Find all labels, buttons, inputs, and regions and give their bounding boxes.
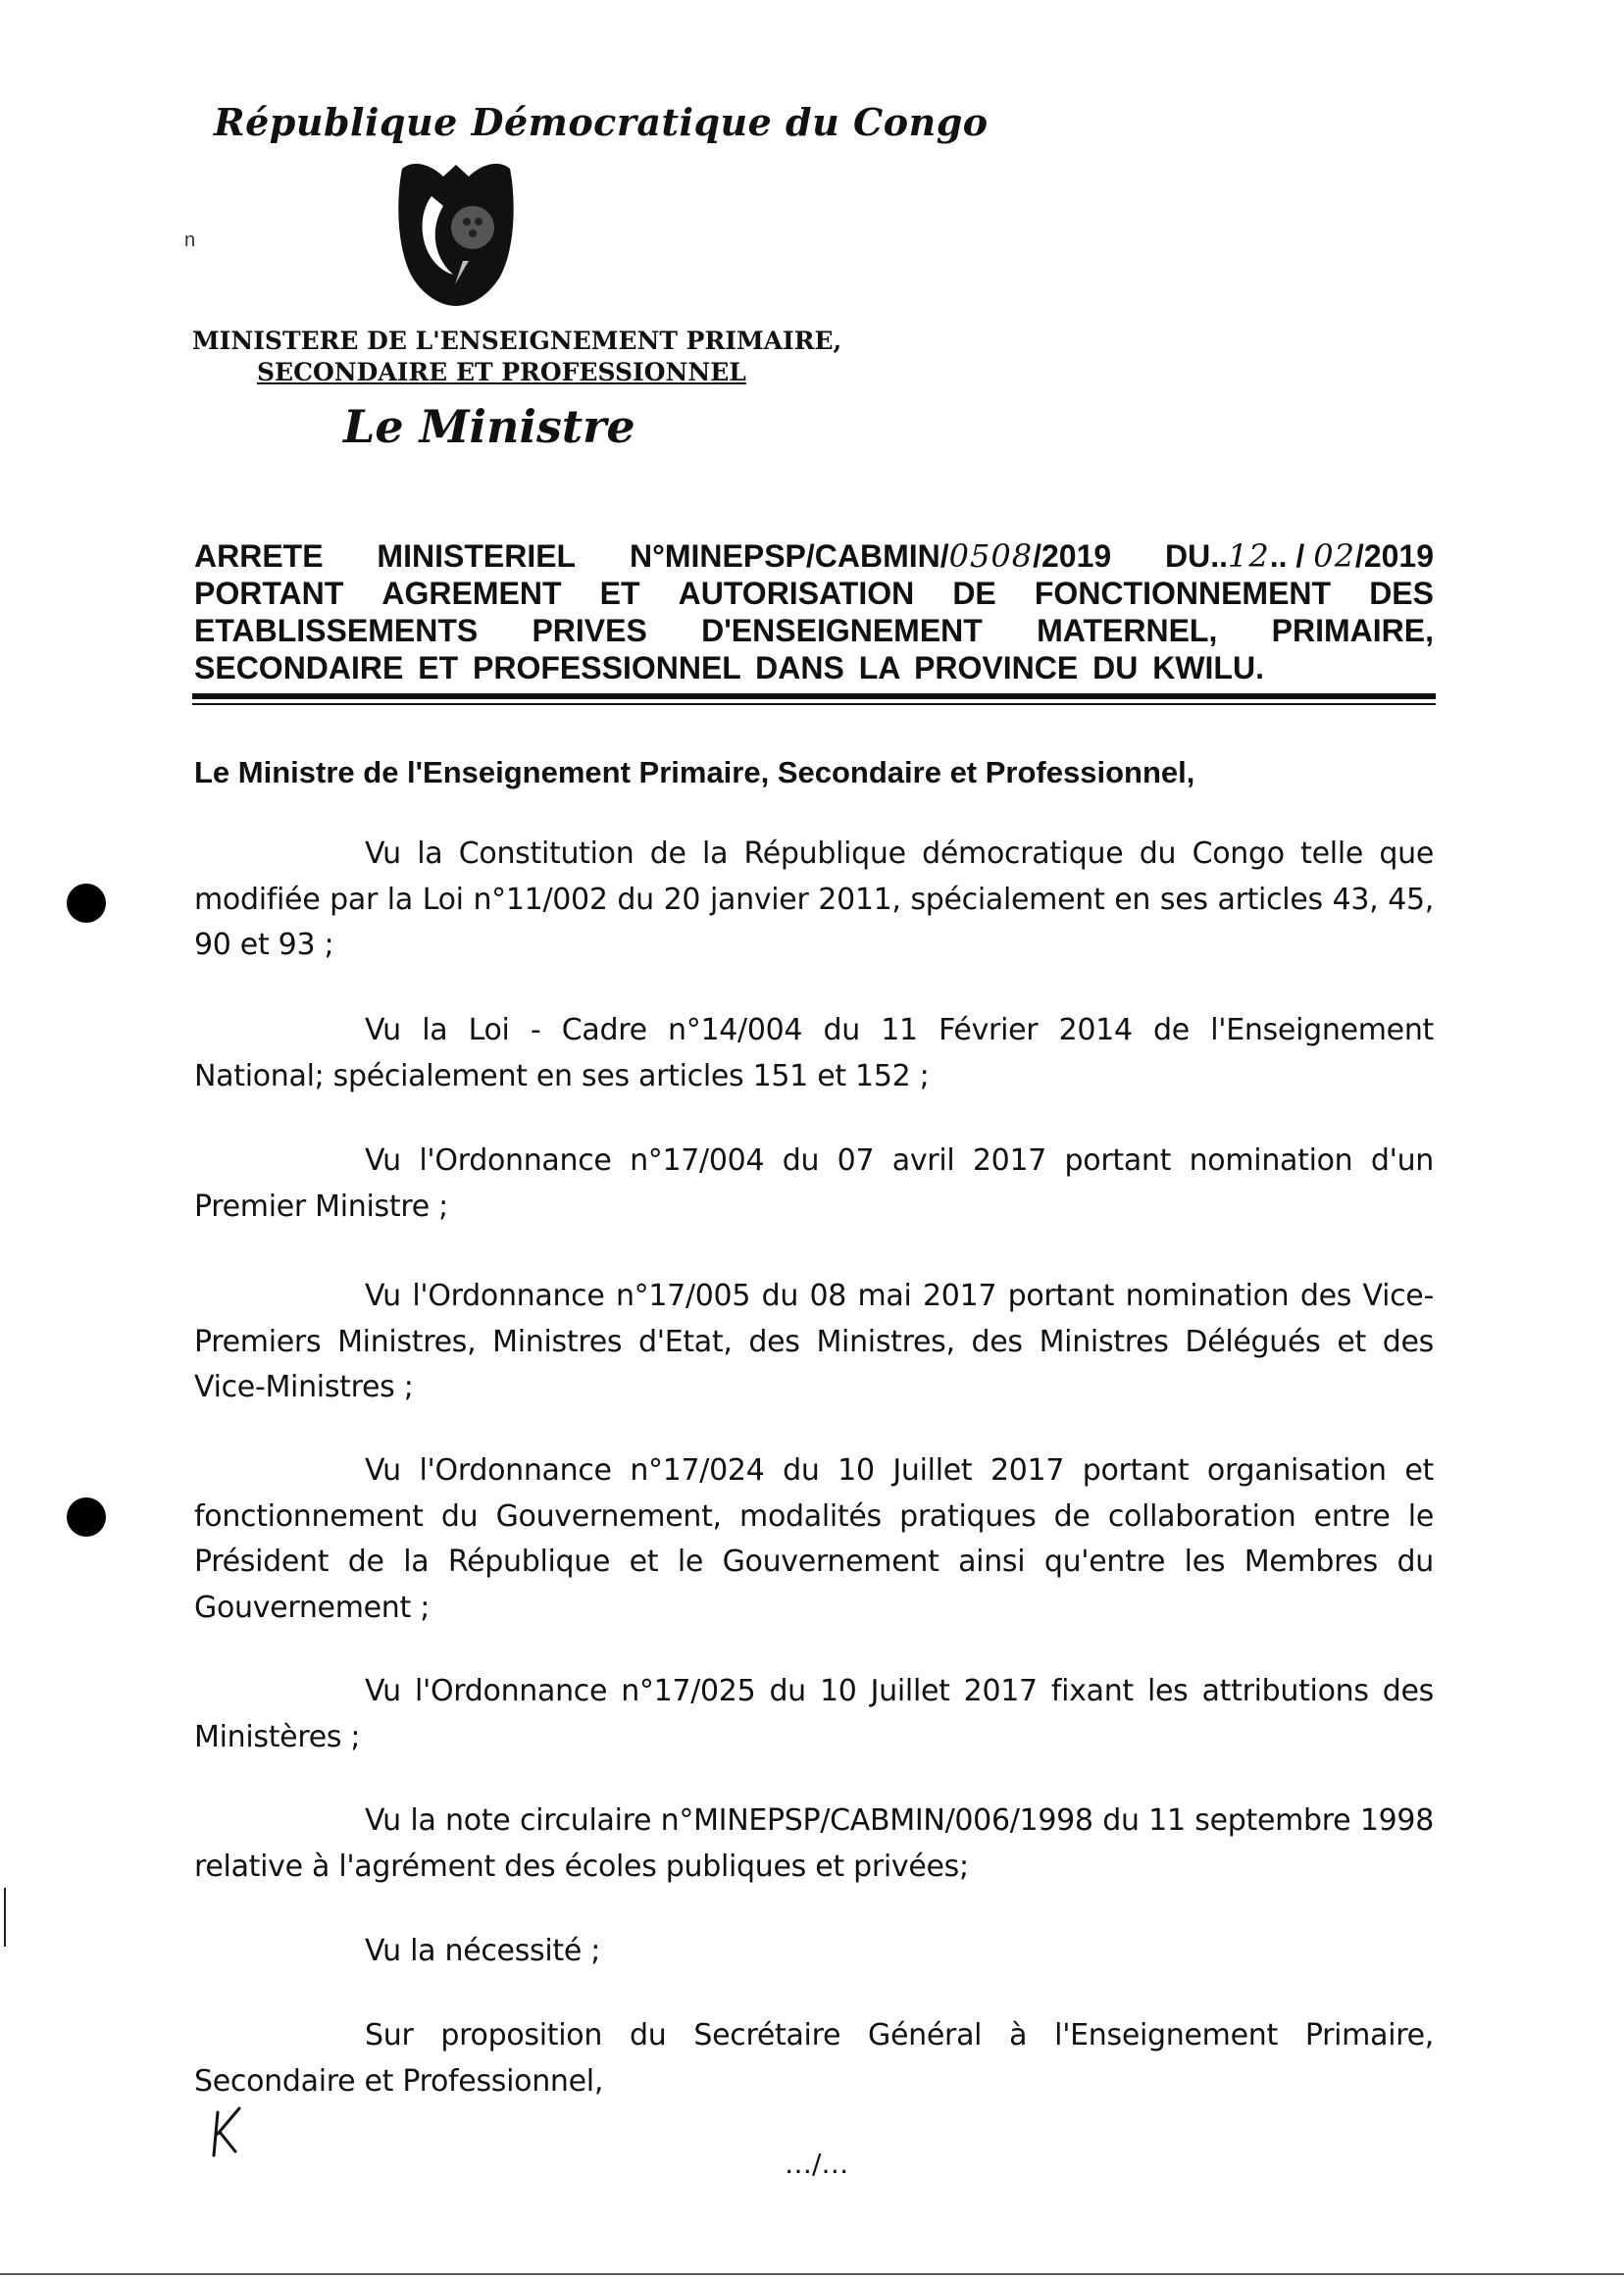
minister-heading: Le Ministre de l'Enseignement Primaire, Secondaire et Professionnel, — [194, 755, 1195, 789]
title-word: MATERNEL, — [1037, 613, 1218, 648]
scan-margin-line — [4, 1888, 6, 1947]
paragraph-note-circulaire: Vu la note circulaire n°MINEPSP/CABMIN/006/1998 du 11 septembre 1998 relative à l'agrément des écoles publiques et privées; — [194, 1803, 1434, 1884]
punch-hole-mark — [67, 884, 106, 923]
drc-coat-of-arms-icon — [392, 159, 520, 308]
title-rule-thin — [192, 703, 1436, 705]
title-word: ET — [599, 576, 640, 611]
title-word: AUTORISATION — [678, 576, 915, 611]
title-word: D'ENSEIGNEMENT — [701, 613, 983, 648]
title-line-2 — [194, 575, 1434, 612]
ministry-line-2: SECONDAIRE ET PROFESSIONNEL — [257, 358, 746, 386]
minister-signature: Le Ministre — [343, 400, 635, 453]
handwritten-day: 12 — [1228, 537, 1270, 575]
handwritten-number: 0508 — [948, 537, 1034, 575]
title-line-3 — [194, 612, 1434, 649]
paragraph-ordonnance-025: Vu l'Ordonnance n°17/025 du 10 Juillet 2017 fixant les attributions des Ministères ; — [194, 1674, 1434, 1754]
punch-hole-mark — [67, 1497, 106, 1537]
decree-number: N°MINEPSP/CABMIN/0508/2019 — [629, 537, 1112, 575]
title-line-1 — [194, 537, 1434, 575]
title-word: PRIMAIRE, — [1271, 613, 1434, 648]
paragraph-necessite: Vu la nécessité ; — [365, 1934, 601, 1968]
handwritten-initial-icon — [206, 2104, 245, 2159]
title-word: ARRETE — [194, 538, 324, 574]
title-word: MINISTERIEL — [377, 538, 577, 574]
title-word: FONCTIONNEMENT — [1034, 576, 1332, 611]
paragraph-loi-cadre: Vu la Loi - Cadre n°14/004 du 11 Février 2014 de l'Enseignement National; spécialement en ses articles 151 et 152 ; — [194, 1013, 1434, 1093]
title-word: PORTANT — [194, 576, 344, 611]
paragraph-ordonnance-024: Vu l'Ordonnance n°17/024 du 10 Juillet 2017 portant organisation et fonctionnement du Gouvernement, modalités pratiques de collaboration entre le Président de la République et le Gouvernement ainsi qu'entre les Membres du Gouvernement ; — [194, 1453, 1434, 1625]
paragraph-proposition: Sur proposition du Secrétaire Général à l'Enseignement Primaire, Secondaire et Professionnel, — [194, 2018, 1434, 2099]
ministry-line-1: MINISTERE DE L'ENSEIGNEMENT PRIMAIRE, — [192, 327, 842, 355]
title-line-4: SECONDAIRE ET PROFESSIONNEL DANS LA PROVINCE DU KWILU. — [194, 650, 1264, 685]
handwritten-month: 02 — [1313, 537, 1355, 575]
title-word: AGREMENT — [381, 576, 562, 611]
title-word: DE — [952, 576, 996, 611]
decree-date: DU..12.. / 02/2019 — [1165, 537, 1434, 575]
republic-title: République Démocratique du Congo — [214, 100, 989, 144]
title-word: ETABLISSEMENTS — [194, 613, 479, 648]
scan-bottom-line — [0, 2273, 1624, 2275]
continuation-mark: …/… — [785, 2148, 849, 2180]
stray-mark: n — [184, 229, 196, 251]
paragraph-constitution: Vu la Constitution de la République démocratique du Congo telle que modifiée par la Loi n°11/002 du 20 janvier 2011, spécialement en ses articles 43, 45, 90 et 93 ; — [194, 836, 1434, 962]
title-word: DES — [1369, 576, 1434, 611]
paragraph-ordonnance-005: Vu l'Ordonnance n°17/005 du 08 mai 2017 portant nomination des Vice-Premiers Ministres, Ministres d'Etat, des Ministres, des Ministres Délégués et des Vice-Ministres ; — [194, 1279, 1434, 1404]
decree-title — [194, 537, 1434, 686]
paragraph-ordonnance-004: Vu l'Ordonnance n°17/004 du 07 avril 2017 portant nomination d'un Premier Ministre ; — [194, 1143, 1434, 1224]
title-rule-thick — [192, 693, 1436, 699]
title-word: PRIVES — [532, 613, 647, 648]
